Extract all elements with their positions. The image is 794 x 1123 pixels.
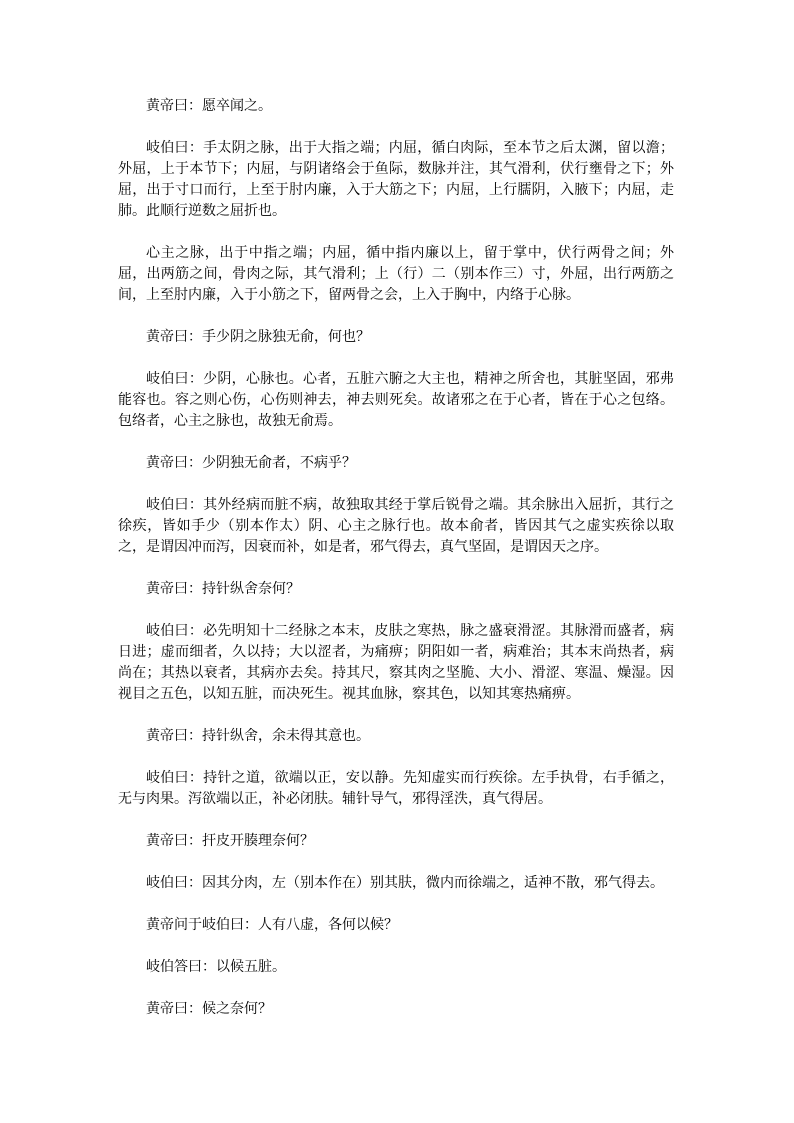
document-page xyxy=(118,96,674,1041)
paragraph: 心主之脉，出于中指之端；内屈，循中指内廉以上，留于掌中，伏行两骨之间；外屈，出两筋之间，骨肉之际，其气滑利；上（行）二（别本作三）寸，外屈，出行两筋之间，上至肘内廉，入于小筋之下，留两骨之会，上入于胸中，内络于心脉。 xyxy=(118,245,674,303)
paragraph: 黄帝曰：扞皮开腠理奈何？ xyxy=(146,833,314,849)
paragraph: 岐伯曰：必先明知十二经脉之本末，皮肤之寒热，脉之盛衰滑涩。其脉滑而盛者，病日进；虚而细者，久以持；大以涩者，为痛痹；阴阳如一者，病难治；其本末尚热者，病尚在；其热以衰者，其病亦去矣。持其尺，察其肉之坚脆、大小、滑涩、寒温、燥湿。因视目之五色，以知五脏，而决死生。视其血脉，察其色，以知其寒热痛痹。 xyxy=(118,623,674,702)
paragraph: 黄帝问于岐伯曰：人有八虚，各何以候？ xyxy=(146,917,398,933)
paragraph: 黄帝曰：手少阴之脉独无俞，何也？ xyxy=(146,329,370,345)
paragraph: 岐伯曰：手太阴之脉，出于大指之端；内屈，循白肉际，至本节之后太渊，留以澹；外屈，上于本节下；内屈，与阴诸络会于鱼际，数脉并注，其气滑利，伏行壅骨之下；外屈，出于寸口而行，上至于肘内廉，入于大筋之下；内屈，上行臑阴，入腋下；内屈，走肺。此顺行逆数之屈折也。 xyxy=(118,140,674,219)
paragraph: 岐伯曰：其外经病而脏不病，故独取其经于掌后锐骨之端。其余脉出入屈折，其行之徐疾，皆如手少（别本作太）阴、心主之脉行也。故本俞者，皆因其气之虚实疾徐以取之，是谓因冲而泻，因衰而补，如是者，邪气得去，真气坚固，是谓因天之序。 xyxy=(118,497,674,555)
paragraph: 岐伯曰：少阴，心脉也。心者，五脏六腑之大主也，精神之所舍也，其脏坚固，邪弗能容也。容之则心伤，心伤则神去，神去则死矣。故诸邪之在于心者，皆在于心之包络。包络者，心主之脉也，故独无俞焉。 xyxy=(118,371,674,429)
paragraph: 黄帝曰：候之奈何？ xyxy=(146,1001,272,1017)
paragraph: 黄帝曰：愿卒闻之。 xyxy=(146,98,272,114)
paragraph: 黄帝曰：少阴独无俞者，不病乎？ xyxy=(146,455,356,471)
paragraph: 岐伯曰：因其分肉，左（别本作在）别其肤，微内而徐端之，适神不散，邪气得去。 xyxy=(146,875,664,891)
paragraph: 黄帝曰：持针纵舍，余未得其意也。 xyxy=(146,728,370,744)
paragraph: 岐伯答曰：以候五脏。 xyxy=(146,959,286,975)
paragraph: 黄帝曰：持针纵舍奈何？ xyxy=(146,581,300,597)
paragraph: 岐伯曰：持针之道，欲端以正，安以静。先知虚实而行疾徐。左手执骨，右手循之，无与肉果。泻欲端以正，补必闭肤。辅针导气，邪得淫泆，真气得居。 xyxy=(118,770,674,807)
